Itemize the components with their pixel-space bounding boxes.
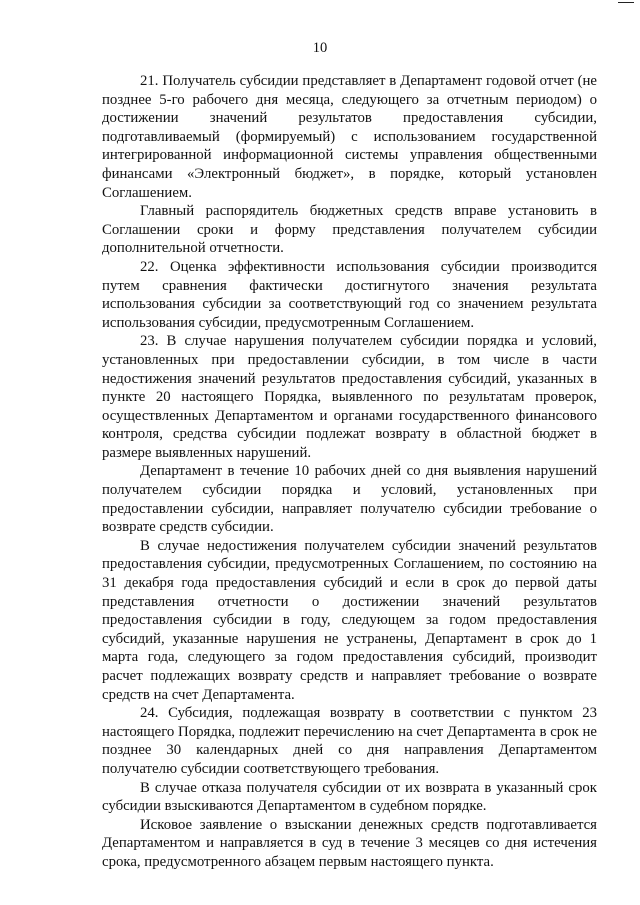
paragraph-24: 24. Субсидия, подлежащая возврату в соответствии с пунктом 23 настоящего Порядка, подлежит перечислению на счет Департамента в срок не позднее 30 календарных дней со дня направления Департаментом получателю субсидии соответствующего требования. — [102, 705, 597, 777]
page-number: 10 — [312, 40, 328, 56]
paragraph-21-note: Главный распорядитель бюджетных средств вправе установить в Соглашении сроки и форму представления получателем субсидии дополнительной отчетности. — [102, 203, 597, 257]
scan-mark — [618, 2, 634, 3]
paragraph-23-nonachievement: В случае недостижения получателем субсидии значений результатов предоставления субсидии, предусмотренных Соглашением, по состоянию на 31 декабря года предоставления субсидий и если в срок до первой даты представления отчетности о достижении значений результатов предоставления субсидии в году, следующем за годом предоставления субсидий, указанные нарушения не устранены, Департамент в срок до 1 марта года, следующего за годом предоставления субсидий, производит расчет подлежащих возврату средств и направляет требование о возврате средств на счет Департамента. — [102, 537, 597, 703]
paragraph-23: 23. В случае нарушения получателем субсидии порядка и условий, установленных при предоставлении субсидии, в том числе в части недостижения значений результатов предоставления субсидий, указанных в пункте 20 настоящего Порядка, выявленного по результатам проверок, осуществленных Департаментом и органами государственного финансового контроля, средства субсидии подлежат возврату в областной бюджет в размере выявленных нарушений. — [102, 333, 597, 461]
paragraph-23-deadline: Департамент в течение 10 рабочих дней со дня выявления нарушений получателем субсидии порядка и условий, установленных при предоставлении субсидии, направляет получателю субсидии требование о возврате средств субсидии. — [102, 463, 597, 536]
document-body — [102, 72, 597, 872]
paragraph-24-refusal: В случае отказа получателя субсидии от их возврата в указанный срок субсидии взыскиваются Департаментом в судебном порядке. — [102, 779, 597, 815]
paragraph-24-claim: Исковое заявление о взыскании денежных средств подготавливается Департаментом и направляется в суд в течение 3 месяцев со дня истечения срока, предусмотренного абзацем первым настоящего пункта. — [102, 816, 597, 870]
paragraph-21: 21. Получатель субсидии представляет в Департамент годовой отчет (не позднее 5-го рабочего дня месяца, следующего за отчетным периодом) о достижении значений результатов предоставления субсидии, подготавливаемый (формируемый) с использованием государственной интегрированной информационной системы управления общественными финансами «Электронный бюджет», в порядке, который установлен Соглашением. — [102, 73, 597, 201]
paragraph-22: 22. Оценка эффективности использования субсидии производится путем сравнения фактически достигнутого значения результата использования субсидии за соответствующий год со значением результата использования субсидии, предусмотренным Соглашением. — [102, 258, 597, 331]
